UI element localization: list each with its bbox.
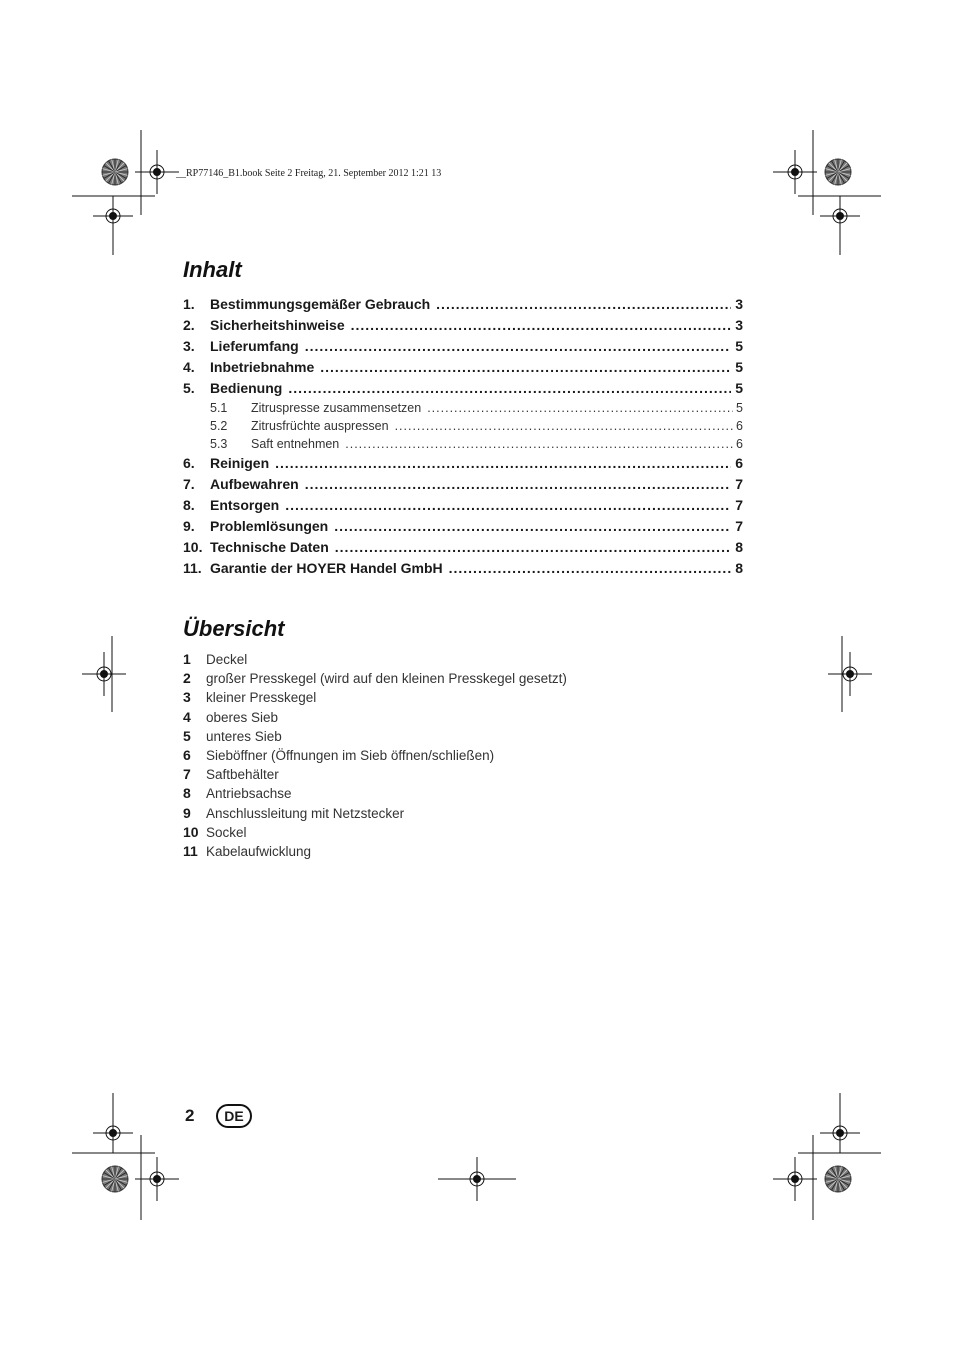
registration-starburst-icon: [102, 159, 128, 185]
list-item: 2 großer Presskegel (wird auf den kleinen Presskegel gesetzt): [183, 670, 567, 687]
toc-entry[interactable]: 8. Entsorgen ..... 7: [183, 497, 743, 518]
registration-starburst-icon: [102, 1166, 128, 1192]
language-label: DE: [224, 1108, 244, 1124]
toc-entry[interactable]: 5. Bedienung ..... 5: [183, 380, 743, 401]
toc-subentry[interactable]: 5.3 Saft entnehmen ..... 6: [183, 437, 743, 455]
toc-entry[interactable]: 6. Reinigen ..... 6: [183, 455, 743, 476]
toc-entry[interactable]: 2. Sicherheitshinweise ..... 3: [183, 317, 743, 338]
list-item: 6 Sieböffner (Öffnungen im Sieb öffnen/schließen): [183, 746, 495, 763]
registration-crosshair-icon: [82, 652, 126, 696]
list-item: 7 Saftbehälter: [183, 766, 279, 783]
registration-starburst-icon: [825, 159, 851, 185]
parts-overview-list: [183, 651, 743, 862]
toc-entry[interactable]: 10. Technische Daten ..... 8: [183, 539, 743, 560]
toc-entry[interactable]: 9. Problemlösungen ..... 7: [183, 518, 743, 539]
toc-entry[interactable]: 7. Aufbewahren ..... 7: [183, 476, 743, 497]
file-info-header: __RP77146_B1.book Seite 2 Freitag, 21. September 2012 1:21 13: [176, 168, 442, 179]
registration-crosshair-icon: [135, 1157, 179, 1201]
list-item: 1 Deckel: [183, 651, 248, 667]
list-item: 10 Sockel: [183, 823, 247, 840]
overview-title: Übersicht: [183, 616, 285, 641]
list-item: 3 kleiner Presskegel: [183, 689, 317, 706]
registration-crosshair-icon: [773, 150, 817, 194]
toc-entry[interactable]: 3. Lieferumfang ..... 5: [183, 338, 743, 359]
toc-entry[interactable]: 1. Bestimmungsgemäßer Gebrauch ..... 3: [183, 296, 743, 317]
registration-crosshair-icon: [828, 652, 872, 696]
toc-entry[interactable]: 4. Inbetriebnahme ..... 5: [183, 359, 743, 380]
registration-crosshair-icon: [135, 150, 179, 194]
toc-entry[interactable]: 11. Garantie der HOYER Handel GmbH ..... 8: [183, 560, 743, 581]
page-number: 2: [185, 1106, 195, 1125]
table-of-contents: [183, 296, 743, 581]
toc-subentry[interactable]: 5.2 Zitrusfrüchte auspressen ..... 6: [183, 419, 743, 437]
language-badge: [216, 1104, 252, 1128]
list-item: 11 Kabelaufwicklung: [183, 842, 312, 859]
registration-starburst-icon: [825, 1166, 851, 1192]
list-item: 8 Antriebsachse: [183, 785, 292, 802]
list-item: 5 unteres Sieb: [183, 727, 282, 744]
toc-title: Inhalt: [183, 257, 242, 282]
registration-crosshair-icon: [773, 1157, 817, 1201]
list-item: 9 Anschlussleitung mit Netzstecker: [183, 804, 405, 821]
toc-subentry[interactable]: 5.1 Zitruspresse zusammensetzen ..... 5: [183, 401, 743, 419]
list-item: 4 oberes Sieb: [183, 708, 279, 725]
